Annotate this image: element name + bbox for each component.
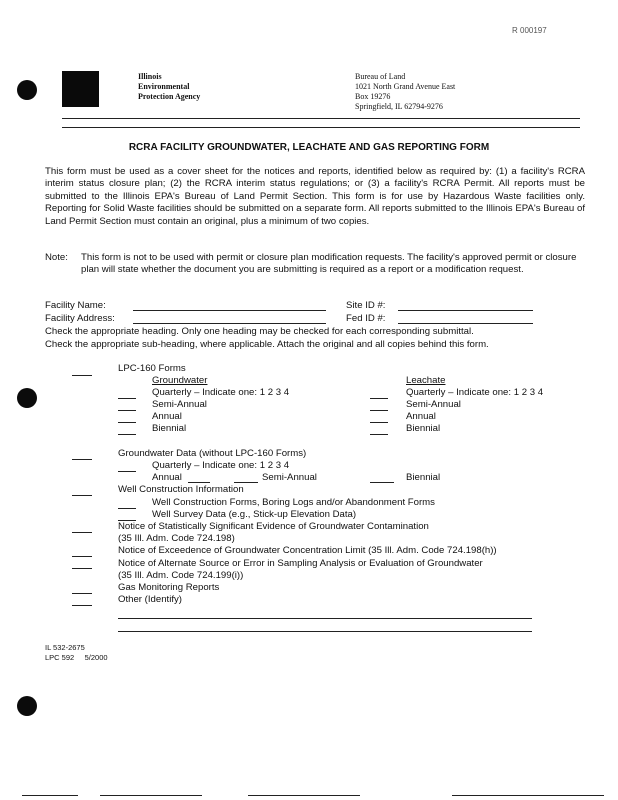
gw-data-heading: Groundwater Data (without LPC-160 Forms) [118, 448, 307, 459]
agency-address: Bureau of Land 1021 North Grand Avenue East Box 19276 Springfield, IL 62794-9276 [355, 72, 456, 111]
gwd-quarterly-label: Quarterly – Indicate one: 1 2 3 4 [152, 460, 290, 471]
punch-hole [17, 80, 37, 100]
scan-line [100, 795, 202, 796]
divider [62, 118, 580, 119]
gw-annual-checkbox[interactable] [118, 422, 136, 423]
groundwater-subheading: Groundwater [152, 375, 208, 386]
well-heading: Well Construction Information [118, 484, 244, 495]
gw-semiannual-label: Semi-Annual [152, 399, 207, 410]
punch-hole [17, 388, 37, 408]
other-identify-field[interactable] [118, 618, 532, 619]
other-label: Other (Identify) [118, 594, 182, 605]
gwd-biennial-checkbox[interactable] [370, 482, 394, 483]
notice-exceed-label: Notice of Exceedence of Groundwater Concentration Limit (35 Ill. Adm. Code 724.198(h)) [118, 545, 497, 556]
gwd-annual-checkbox[interactable] [188, 482, 210, 483]
gw-quarterly-checkbox[interactable] [118, 398, 136, 399]
lc-quarterly-checkbox[interactable] [370, 398, 388, 399]
lc-semiannual-label: Semi-Annual [406, 399, 461, 410]
well-checkbox[interactable] [72, 495, 92, 496]
fed-id-field[interactable] [398, 323, 533, 324]
lc-quarterly-label: Quarterly – Indicate one: 1 2 3 4 [406, 387, 544, 398]
facility-address-field[interactable] [133, 323, 326, 324]
gw-biennial-checkbox[interactable] [118, 434, 136, 435]
other-checkbox[interactable] [72, 605, 92, 606]
notice-alt-checkbox[interactable] [72, 568, 92, 569]
form-code: LPC 592 5/2000 [45, 653, 108, 662]
gw-biennial-label: Biennial [152, 423, 187, 434]
gas-checkbox[interactable] [72, 593, 92, 594]
lc-biennial-label: Biennial [406, 423, 441, 434]
gw-data-checkbox[interactable] [72, 459, 92, 460]
form-code: IL 532-2675 [45, 643, 85, 652]
fed-id-label: Fed ID #: [346, 313, 386, 324]
note [45, 252, 585, 277]
form-title: RCRA FACILITY GROUNDWATER, LEACHATE AND GAS REPORTING FORM [128, 142, 490, 153]
notice-sig-code: (35 Ill. Adm. Code 724.198) [118, 533, 235, 544]
notice-exceed-checkbox[interactable] [72, 556, 92, 557]
well-forms-label: Well Construction Forms, Boring Logs and/or Abandonment Forms [152, 497, 435, 508]
gwd-semiannual-label: Semi-Annual [262, 472, 317, 483]
notice-sig-checkbox[interactable] [72, 532, 92, 533]
lpc160-checkbox[interactable] [72, 375, 92, 376]
scan-line [248, 795, 360, 796]
facility-address-label: Facility Address: [45, 313, 115, 324]
well-survey-label: Well Survey Data (e.g., Stick-up Elevation Data) [152, 509, 357, 520]
intro-paragraph: This form must be used as a cover sheet for the notices and reports, identified below as required by: (1) a facility's RCRA interim status closure plan; (2) the RCRA interim status regulations; or (3) a facility's RCRA Permit. All reports must be submitted to the Illinois EPA's Bureau of Land Permit Section. This form is for use by Hazardous Waste facilities only. Reporting for Solid Waste facilities should be submitted on a separate form. All reports submitted to the Illinois EPA's Bureau of Land Permit Section must contain an original, plus a minimum of two copies. [45, 166, 585, 227]
gwd-biennial-label: Biennial [406, 472, 441, 483]
notice-alt-label: Notice of Alternate Source or Error in Sampling Analysis or Evaluation of Groundwater [118, 558, 483, 569]
gwd-semiannual-checkbox[interactable] [234, 482, 258, 483]
scan-line [452, 795, 604, 796]
gw-quarterly-label: Quarterly – Indicate one: 1 2 3 4 [152, 387, 290, 398]
gwd-quarterly-checkbox[interactable] [118, 471, 136, 472]
lc-biennial-checkbox[interactable] [370, 434, 388, 435]
leachate-subheading: Leachate [406, 375, 446, 386]
scan-line [22, 795, 78, 796]
gwd-annual-label: Annual [152, 472, 182, 483]
agency-name: Illinois Environmental Protection Agency [138, 72, 201, 101]
gw-semiannual-checkbox[interactable] [118, 410, 136, 411]
site-id-label: Site ID #: [346, 300, 386, 311]
lc-annual-checkbox[interactable] [370, 422, 388, 423]
facility-name-field[interactable] [133, 310, 326, 311]
instruction-line: Check the appropriate heading. Only one heading may be checked for each corresponding submittal. [45, 326, 474, 337]
well-forms-checkbox[interactable] [118, 508, 136, 509]
instruction-line: Check the appropriate sub-heading, where applicable. Attach the original and all copies behind this form. [45, 339, 489, 350]
gas-label: Gas Monitoring Reports [118, 582, 220, 593]
lpc160-heading: LPC-160 Forms [118, 363, 186, 374]
note-label: Note: [45, 252, 68, 263]
lc-semiannual-checkbox[interactable] [370, 410, 388, 411]
agency-logo [62, 71, 99, 107]
site-id-field[interactable] [398, 310, 533, 311]
facility-name-label: Facility Name: [45, 300, 106, 311]
note-text: This form is not to be used with permit or closure plan modification requests. The facility's approved permit or closure plan will state whether the document you are submitting is required as a report or a modification request. [81, 252, 577, 276]
notice-sig-label: Notice of Statistically Significant Evidence of Groundwater Contamination [118, 521, 429, 532]
punch-hole [17, 696, 37, 716]
notice-alt-code: (35 Ill. Adm. Code 724.199(i)) [118, 570, 244, 581]
page-id: R 000197 [512, 26, 547, 35]
gw-annual-label: Annual [152, 411, 182, 422]
divider [62, 127, 580, 128]
lc-annual-label: Annual [406, 411, 436, 422]
other-identify-field[interactable] [118, 631, 532, 632]
